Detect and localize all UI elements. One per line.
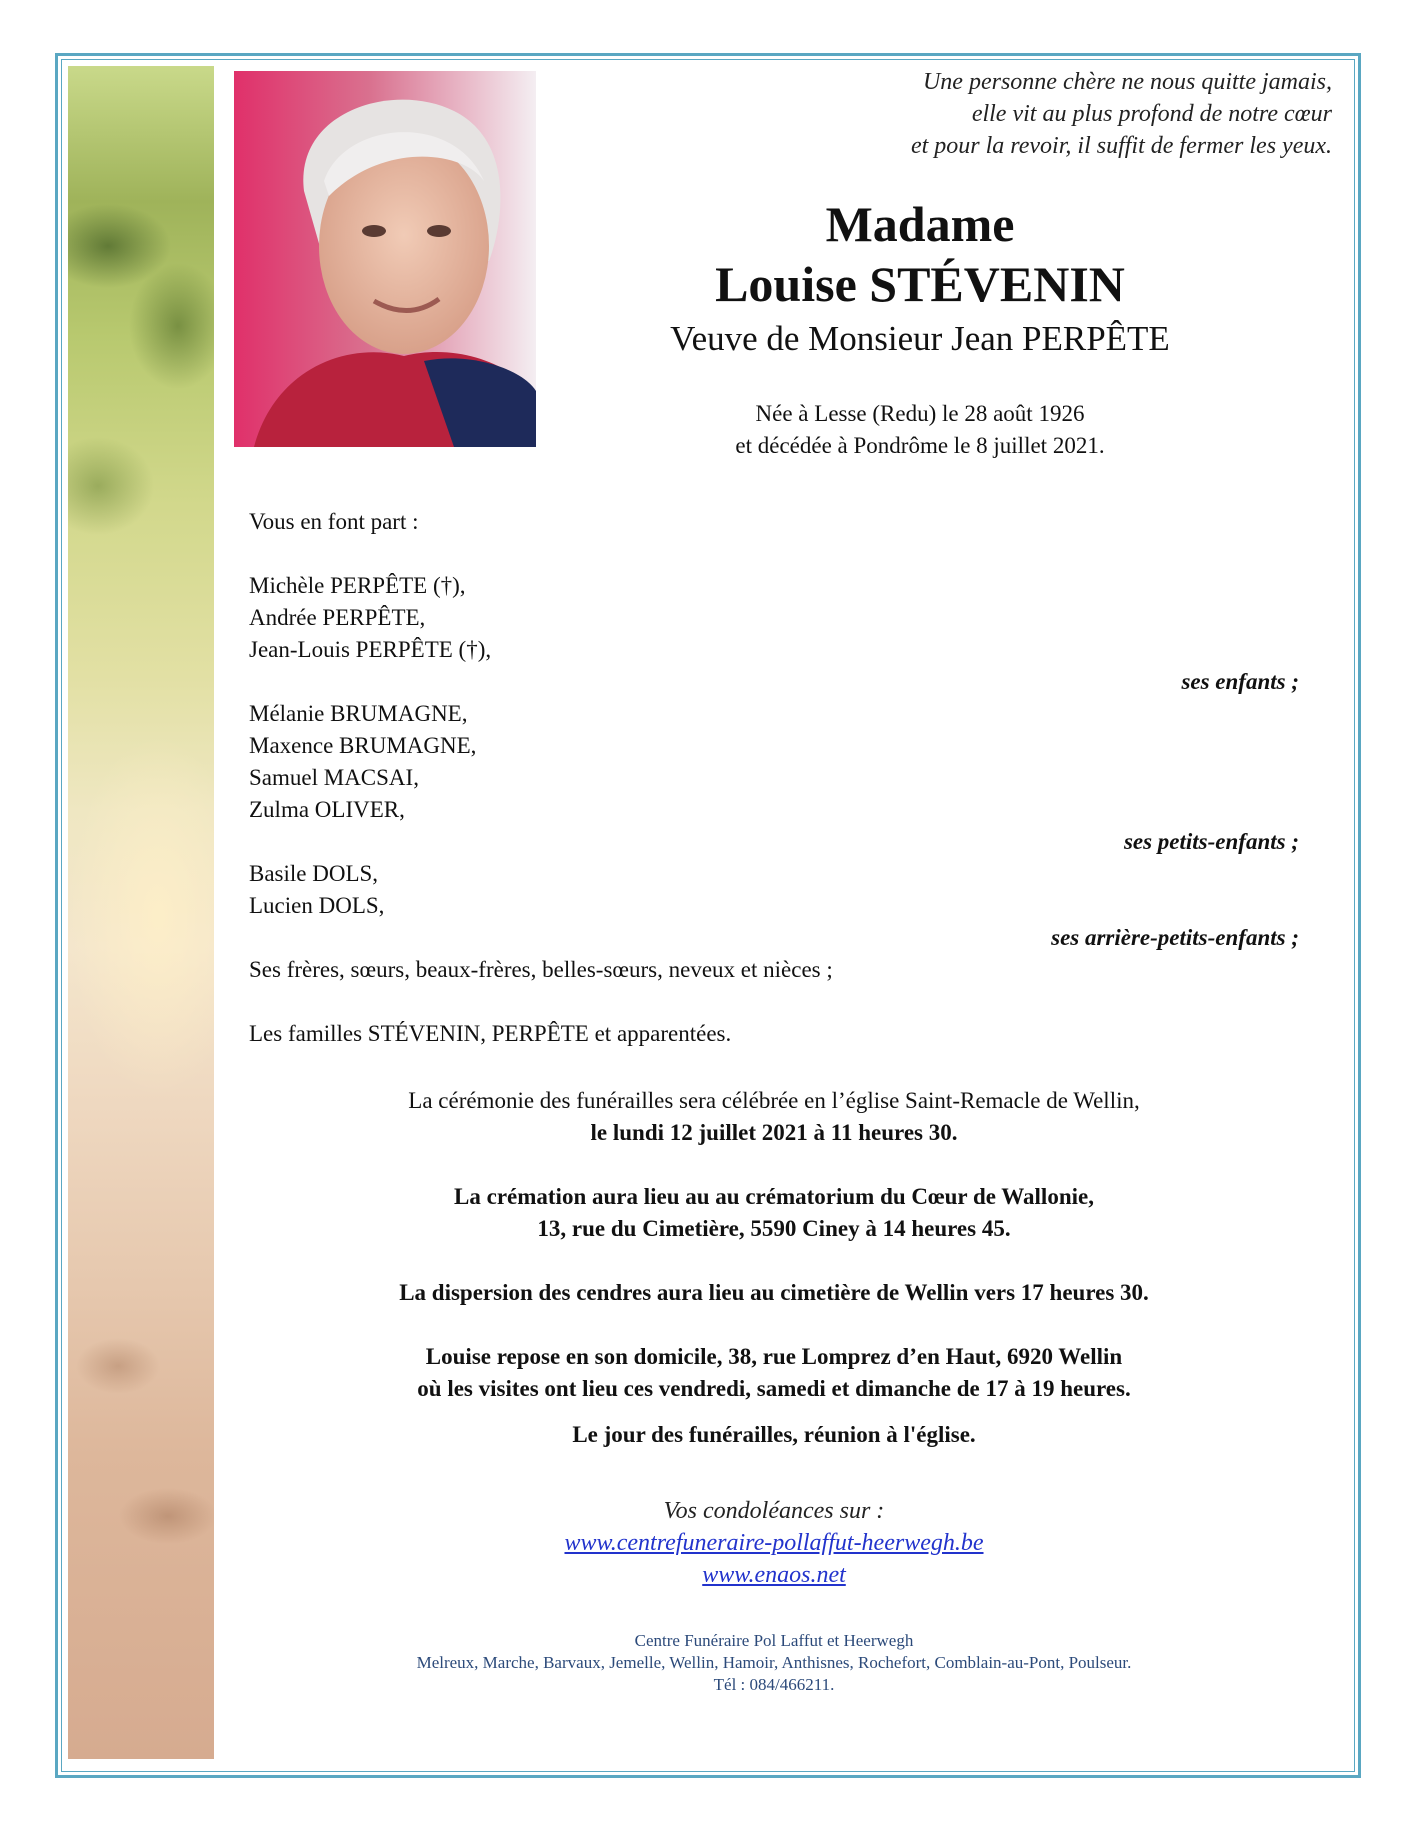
visits-line: Louise repose en son domicile, 38, rue Lomprez d’en Haut, 6920 Wellin [425,1344,1123,1369]
funeral-home-footer [249,1630,1299,1696]
death-line: et décédée à Pondrôme le 8 juillet 2021. [735,433,1105,458]
funeral-home-name: Centre Funéraire Pol Laffut et Heerwegh [634,1631,914,1650]
condolences-block [249,1495,1299,1591]
family-announcement [249,506,1299,1050]
birth-death-info [560,398,1280,462]
great-grandchildren-label: ses arrière-petits-enfants ; [1051,925,1299,950]
meeting-line: Le jour des funérailles, réunion à l'église. [572,1422,976,1447]
grandchild-name: Maxence BRUMAGNE, [249,733,477,758]
ceremony-line: La cérémonie des funérailles sera célébrée en l’église Saint-Remacle de Wellin, [408,1088,1140,1113]
quote-line: Une personne chère ne nous quitte jamais, [922,69,1332,95]
forest-path-image [68,66,214,1759]
portrait-photo [234,71,536,447]
widow-of-line: Veuve de Monsieur Jean PERPÊTE [670,319,1170,358]
cremation-line: La crémation aura lieu au au crématorium du Cœur de Wallonie, [454,1184,1094,1209]
cremation-address: 13, rue du Cimetière, 5590 Ciney à 14 heures 45. [537,1216,1011,1241]
families-line: Les familles STÉVENIN, PERPÊTE et apparentées. [249,1021,732,1046]
condolences-link-enaos[interactable]: www.enaos.net [702,1562,846,1588]
visits-hours: où les visites ont lieu ces vendredi, samedi et dimanche de 17 à 19 heures. [417,1376,1131,1401]
quote-line: et pour la revoir, il suffit de fermer les yeux. [910,133,1332,159]
condolences-link-funeral-centre[interactable]: www.centrefuneraire-pollaffut-heerwegh.be [564,1530,984,1556]
funeral-home-locations: Melreux, Marche, Barvaux, Jemelle, Wellin, Hamoir, Anthisnes, Rochefort, Comblain-au-Pont, Poulseur. [416,1653,1132,1672]
siblings-line: Ses frères, sœurs, beaux-frères, belles-sœurs, neveux et nièces ; [249,957,833,982]
dispersion-line: La dispersion des cendres aura lieu au cimetière de Wellin vers 17 heures 30. [399,1280,1149,1305]
child-name: Jean-Louis PERPÊTE (†), [249,637,492,662]
honorific-title: Madame [825,196,1015,252]
grandchild-name: Samuel MACSAI, [249,765,419,790]
grandchildren-label: ses petits-enfants ; [1123,829,1299,854]
ceremony-date: le lundi 12 juillet 2021 à 11 heures 30. [590,1120,958,1145]
condolences-lead: Vos condoléances sur : [663,1498,885,1524]
announce-line: Vous en font part : [249,509,419,534]
great-grandchild-name: Basile DOLS, [249,861,379,886]
children-label: ses enfants ; [1181,669,1299,694]
deceased-name: Louise STÉVENIN [715,256,1125,312]
grandchild-name: Zulma OLIVER, [249,797,405,822]
quote-line: elle vit au plus profond de notre cœur [971,101,1332,127]
epigraph-quote [632,66,1332,162]
funeral-home-phone: Tél : 084/466211. [713,1675,835,1694]
child-name: Andrée PERPÊTE, [249,605,426,630]
grandchild-name: Mélanie BRUMAGNE, [249,701,468,726]
birth-line: Née à Lesse (Redu) le 28 août 1926 [755,401,1085,426]
child-name: Michèle PERPÊTE (†), [249,573,466,598]
great-grandchild-name: Lucien DOLS, [249,893,385,918]
ceremony-details [249,1085,1299,1451]
deceased-header [560,195,1280,361]
